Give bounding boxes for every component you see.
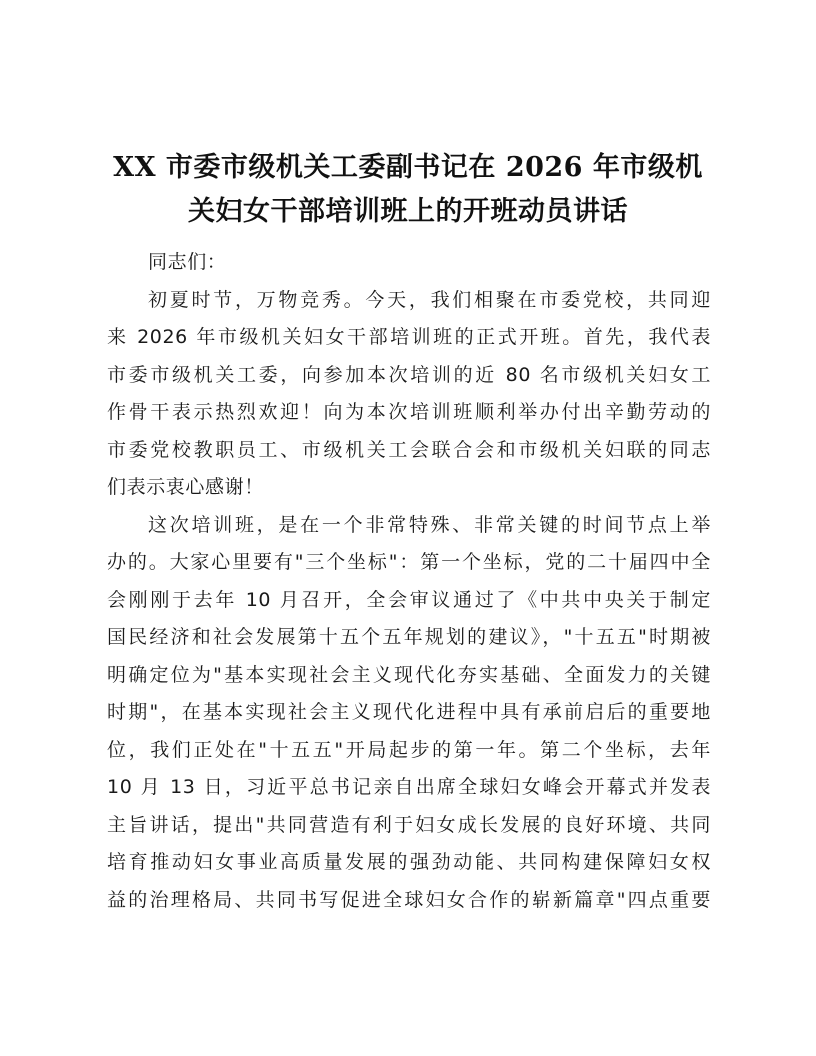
text-line: 时期"，在基本实现社会主义现代化进程中具有承前启后的重要地 <box>107 701 711 723</box>
greeting: 同志们： <box>148 251 227 273</box>
text-line: 们表示衷心感谢！ <box>107 476 264 498</box>
text-line: 培育推动妇女事业高质量发展的强劲动能、共同构建保障妇女权 <box>107 851 711 873</box>
text-line: 初夏时节，万物竞秀。今天，我们相聚在市委党校，共同迎 <box>148 288 711 311</box>
text-line: 明确定位为"基本实现社会主义现代化夯实基础、全面发力的关键 <box>107 663 711 686</box>
text-line: 来 2026 年市级机关妇女干部培训班的正式开班。首先，我代表 <box>107 326 711 348</box>
text-line: 主旨讲话，提出"共同营造有利于妇女成长发展的良好环境、共同 <box>107 813 711 836</box>
paragraph-1 <box>107 282 711 507</box>
text-line: 10 月 13 日，习近平总书记亲自出席全球妇女峰会开幕式并发表 <box>107 776 711 798</box>
document-title <box>100 146 716 234</box>
text-line: 位，我们正处在"十五五"开局起步的第一年。第二个坐标，去年 <box>107 738 711 761</box>
title-line: 关妇女干部培训班上的开班动员讲话 <box>188 196 628 227</box>
text-line: 会刚刚于去年 10 月召开，全会审议通过了《中共中央关于制定 <box>107 588 711 611</box>
paragraph-2 <box>107 507 711 920</box>
text-line: 办的。大家心里要有"三个坐标"：第一个坐标，党的二十届四中全 <box>107 551 711 573</box>
text-line: 国民经济和社会发展第十五个五年规划的建议》，"十五五"时期被 <box>107 626 711 648</box>
text-line: 市委市级机关工委，向参加本次培训的近 80 名市级机关妇女工 <box>107 363 711 386</box>
title-line: XX 市委市级机关工委副书记在 2026 年市级机 <box>113 152 703 183</box>
text-line: 益的治理格局、共同书写促进全球妇女合作的崭新篇章"四点重要 <box>107 888 711 911</box>
document-body <box>107 244 711 919</box>
text-line: 作骨干表示热烈欢迎！向为本次培训班顺利举办付出辛勤劳动的 <box>107 401 711 423</box>
text-line: 市委党校教职员工、市级机关工会联合会和市级机关妇联的同志 <box>107 438 711 461</box>
text-line: 这次培训班，是在一个非常特殊、非常关键的时间节点上举 <box>148 513 711 536</box>
